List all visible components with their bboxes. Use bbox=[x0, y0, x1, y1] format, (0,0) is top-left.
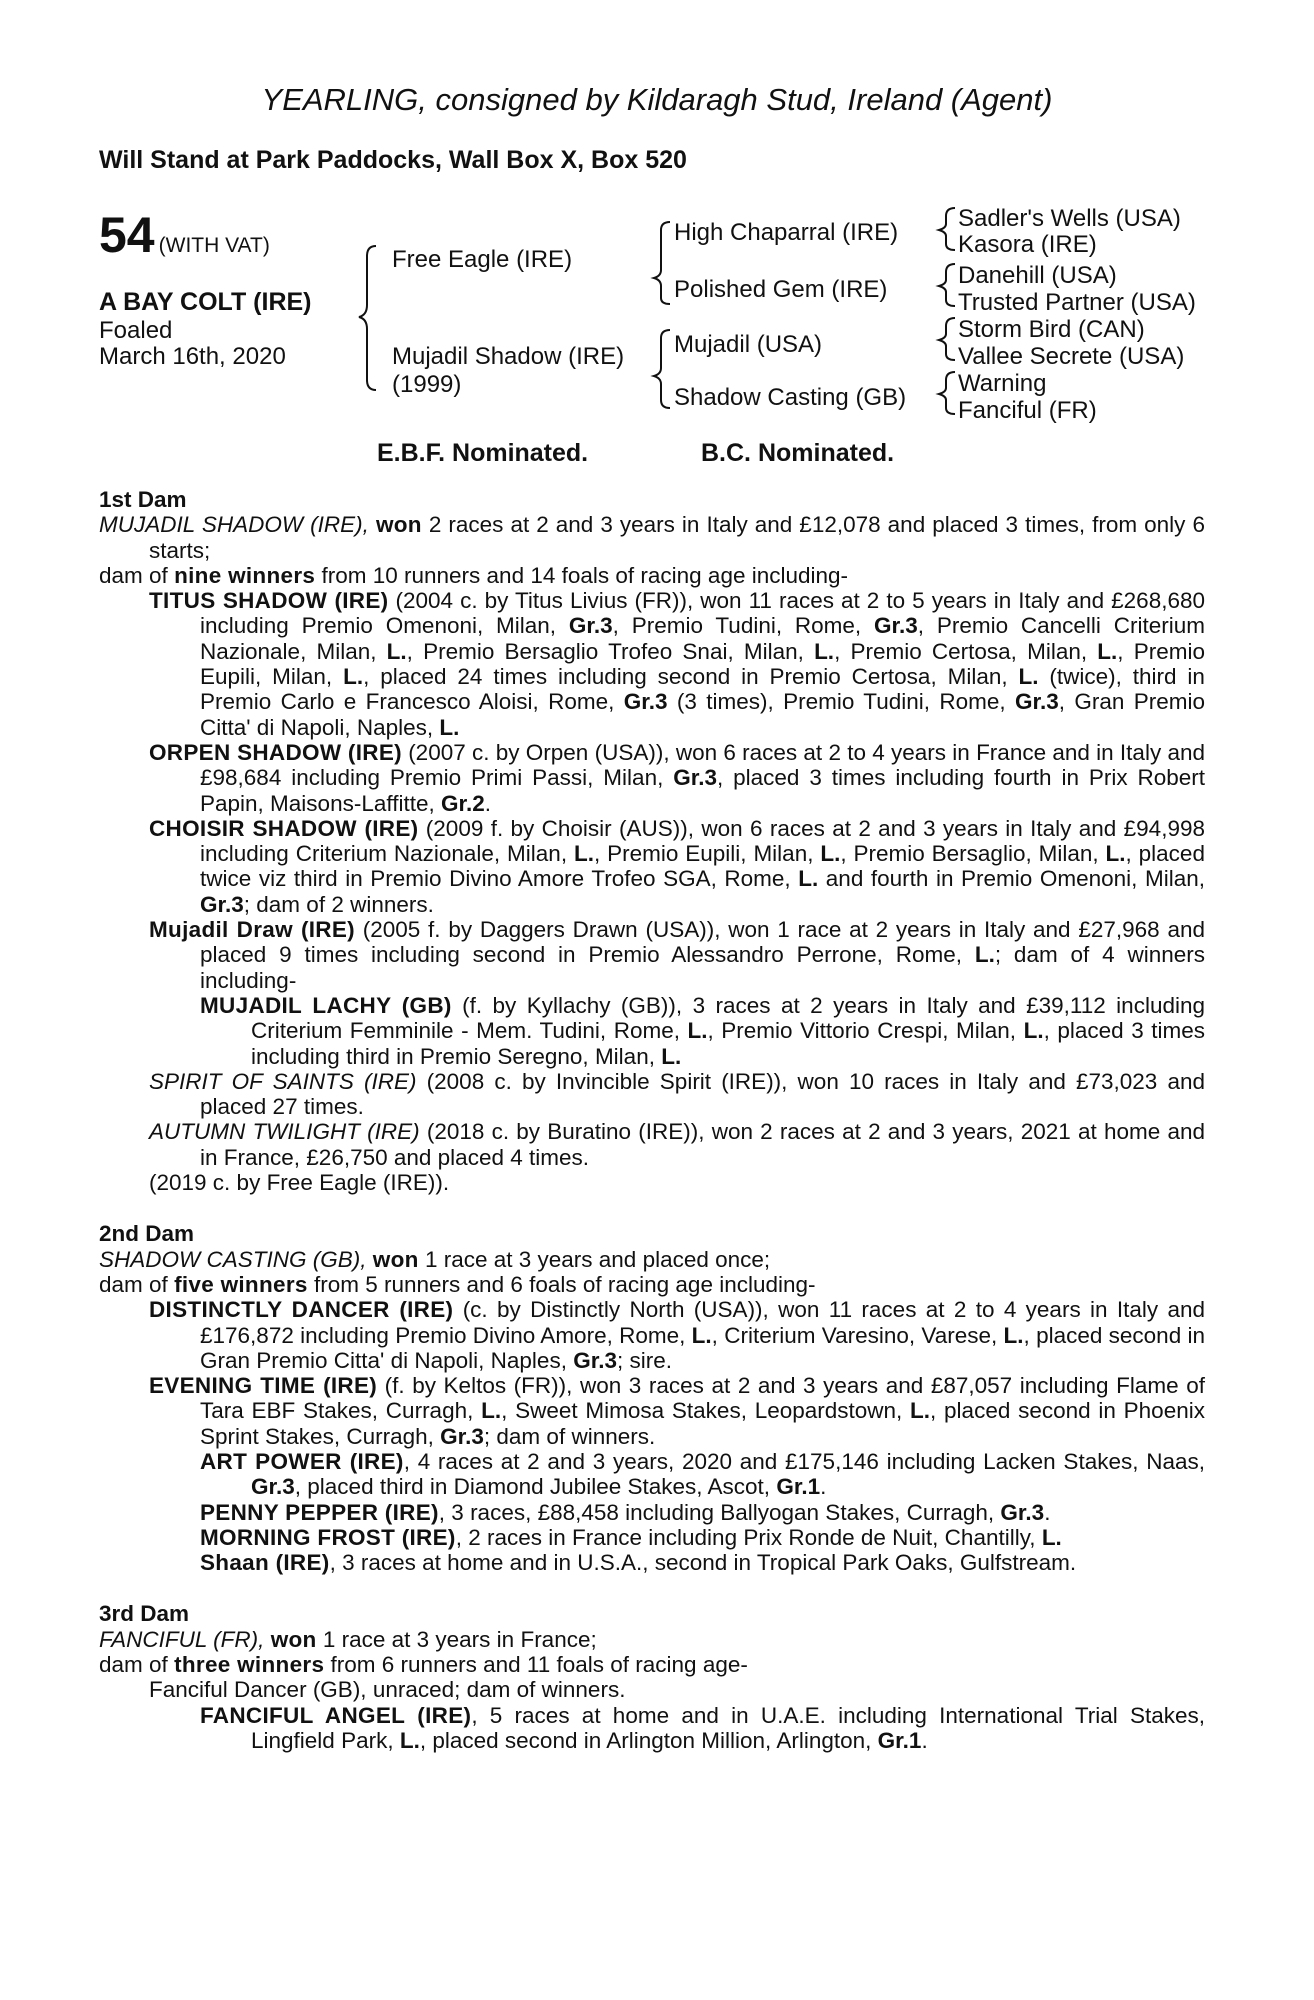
entry-titus-shadow: TITUS SHADOW (IRE) (2004 c. by Titus Livius (FR)), won 11 races at 2 to 5 years in Italy and £268,680 including Premio Omenoni, Milan, Gr.3, Premio Tudini, Rome, Gr.3, Premio Cancelli Criterium Nazionale, Milan, L., Premio Bersaglio Trofeo Snai, Milan, L., Premio Certosa, Milan, L., Premio Eupili, Milan, L., placed 24 times including second in Premio Certosa, Milan, L. (twice), third in Premio Carlo e Francesco Aloisi, Rome, Gr.3 (3 times), Premio Tudini, Rome, Gr.3, Gran Premio Citta' di Napoli, Naples, L. bbox=[149, 588, 1206, 740]
entry-mujadil-draw: Mujadil Draw (IRE) (2005 f. by Daggers Drawn (USA)), won 1 race at 2 years in Italy and £27,968 and placed 9 times including second in Premio Alessandro Perrone, Rome, L.; dam of 4 winners including- bbox=[149, 917, 1205, 993]
entry-autumn-twilight: AUTUMN TWILIGHT (IRE) (2018 c. by Buratino (IRE)), won 2 races at 2 and 3 years, 2021 at home and in France, £26,750 and placed 4 times. bbox=[149, 1119, 1205, 1170]
bracket-dam bbox=[654, 330, 670, 408]
dam-dam: Shadow Casting (GB) bbox=[674, 384, 907, 411]
lot-description: A BAY COLT (IRE) bbox=[99, 288, 312, 316]
section-heading-2nd-dam: 2nd Dam bbox=[99, 1221, 195, 1247]
entry-distinctly-dancer: DISTINCTLY DANCER (IRE) (c. by Distinctly North (USA)), won 11 races at 2 to 4 years in Italy and £176,872 including Premio Divino Amore, Rome, L., Criterium Varesino, Varese, L., placed second in Gran Premio Citta' di Napoli, Naples, Gr.3; sire. bbox=[149, 1297, 1206, 1373]
entry-shaan: Shaan (IRE), 3 races at home and in U.S.A., second in Tropical Park Oaks, Gulfstream. bbox=[200, 1550, 1077, 1576]
dam3-record: FANCIFUL (FR), won 1 race at 3 years in France; bbox=[99, 1626, 597, 1652]
foaled-date: March 16th, 2020 bbox=[99, 343, 286, 370]
dam1-produce: dam of nine winners from 10 runners and 14 foals of racing age including- bbox=[99, 562, 849, 588]
entry-mujadil-lachy: MUJADIL LACHY (GB) (f. by Kyllachy (GB)), 3 races at 2 years in Italy and £39,112 including Criterium Femminile - Mem. Tudini, Rome, L., Premio Vittorio Crespi, Milan, L., placed 3 times including third in Premio Seregno, Milan, L. bbox=[200, 992, 1205, 1069]
entry-orpen-shadow: ORPEN SHADOW (IRE) (2007 c. by Orpen (USA)), won 6 races at 2 to 4 years in France and in Italy and £98,684 including Premio Primi Passi, Milan, Gr.3, placed 3 times including fourth in Prix Robert Papin, Maisons-Laffitte, Gr.2. bbox=[149, 739, 1206, 816]
catalogue-body bbox=[99, 487, 1205, 1753]
dam3-produce: dam of three winners from 6 runners and 11 foals of racing age- bbox=[99, 1652, 748, 1678]
entry-evening-time: EVENING TIME (IRE) (f. by Keltos (FR)), won 3 races at 2 and 3 years and £87,057 including Flame of Tara EBF Stakes, Curragh, L., Sweet Mimosa Stakes, Leopardstown, L., placed second in Phoenix Sprint Stakes, Curragh, Gr.3; dam of winners. bbox=[149, 1373, 1205, 1449]
dam2-name: SHADOW CASTING (GB), bbox=[99, 1246, 367, 1272]
vat-label: (WITH VAT) bbox=[158, 234, 270, 257]
dam-name: Mujadil Shadow (IRE) bbox=[392, 343, 625, 370]
dam1-name: MUJADIL SHADOW (IRE), bbox=[99, 512, 369, 538]
sire-name: Free Eagle (IRE) bbox=[392, 246, 573, 273]
sire-dam: Polished Gem (IRE) bbox=[674, 276, 888, 303]
section-heading-3rd-dam: 3rd Dam bbox=[99, 1601, 190, 1627]
entry-art-power: ART POWER (IRE), 4 races at 2 and 3 years, 2020 and £175,146 including Lacken Stakes, Naas, Gr.3, placed third in Diamond Jubilee Stakes, Ascot, Gr.1. bbox=[200, 1448, 1205, 1500]
entry-choisir-shadow: CHOISIR SHADOW (IRE) (2009 f. by Choisir (AUS)), won 6 races at 2 and 3 years in Italy and £94,998 including Criterium Nazionale, Milan, L., Premio Eupili, Milan, L., Premio Bersaglio, Milan, L., placed twice viz third in Premio Divino Amore Trofeo SGA, Rome, L. and fourth in Premio Omenoni, Milan, Gr.3; dam of 2 winners. bbox=[149, 815, 1205, 917]
entry-spirit-of-saints: SPIRIT OF SAINTS (IRE) (2008 c. by Invincible Spirit (IRE)), won 10 races in Italy and £73,023 and placed 27 times. bbox=[149, 1068, 1205, 1120]
entry-fanciful-dancer: Fanciful Dancer (GB), unraced; dam of winners. bbox=[149, 1677, 626, 1703]
ancestor-2: Kasora (IRE) bbox=[958, 231, 1097, 258]
sire-sire: High Chaparral (IRE) bbox=[674, 219, 899, 246]
entry-fanciful-angel: FANCIFUL ANGEL (IRE), 5 races at home and in U.A.E. including International Trial Stakes, Lingfield Park, L., placed second in Arlington Million, Arlington, Gr.1. bbox=[200, 1702, 1205, 1753]
ancestor-8: Fanciful (FR) bbox=[958, 397, 1097, 424]
bracket-g2 bbox=[939, 264, 955, 306]
ebf-nominated: E.B.F. Nominated. bbox=[377, 439, 589, 467]
ancestor-3: Danehill (USA) bbox=[958, 262, 1117, 289]
section-heading-1st-dam: 1st Dam bbox=[99, 487, 187, 512]
bracket-g1 bbox=[939, 208, 955, 250]
dam2-record: SHADOW CASTING (GB), won 1 race at 3 years and placed once; bbox=[99, 1246, 771, 1272]
box-location: Will Stand at Park Paddocks, Wall Box X, Box 520 bbox=[99, 146, 687, 174]
dam3-name: FANCIFUL (FR), bbox=[99, 1626, 265, 1652]
bracket-g3 bbox=[939, 318, 955, 360]
dam1-record: MUJADIL SHADOW (IRE), won 2 races at 2 and 3 years in Italy and £12,078 and placed 3 times, from only 6 starts; bbox=[99, 512, 1205, 563]
ancestor-1: Sadler's Wells (USA) bbox=[958, 205, 1181, 232]
bracket-sire bbox=[654, 222, 670, 304]
foaled-label: Foaled bbox=[99, 317, 173, 344]
bracket-main bbox=[359, 246, 376, 390]
ancestor-6: Vallee Secrete (USA) bbox=[958, 343, 1185, 370]
ancestor-4: Trusted Partner (USA) bbox=[958, 289, 1196, 316]
dam-year: (1999) bbox=[392, 371, 462, 398]
dam2-produce: dam of five winners from 5 runners and 6 foals of racing age including- bbox=[99, 1271, 816, 1297]
page-heading: YEARLING, consigned by Kildaragh Stud, Ireland (Agent) bbox=[261, 82, 1053, 117]
bracket-g4 bbox=[939, 372, 955, 414]
dam-sire: Mujadil (USA) bbox=[674, 331, 823, 358]
entry-penny-pepper: PENNY PEPPER (IRE), 3 races, £88,458 including Ballyogan Stakes, Curragh, Gr.3. bbox=[200, 1499, 1051, 1525]
entry-unnamed-2019: (2019 c. by Free Eagle (IRE)). bbox=[149, 1170, 450, 1196]
entry-morning-frost: MORNING FROST (IRE), 2 races in France including Prix Ronde de Nuit, Chantilly, L. bbox=[200, 1524, 1062, 1550]
ancestor-7: Warning bbox=[958, 370, 1047, 397]
bc-nominated: B.C. Nominated. bbox=[701, 439, 895, 467]
lot-number: 54 bbox=[99, 207, 155, 263]
ancestor-5: Storm Bird (CAN) bbox=[958, 316, 1145, 343]
